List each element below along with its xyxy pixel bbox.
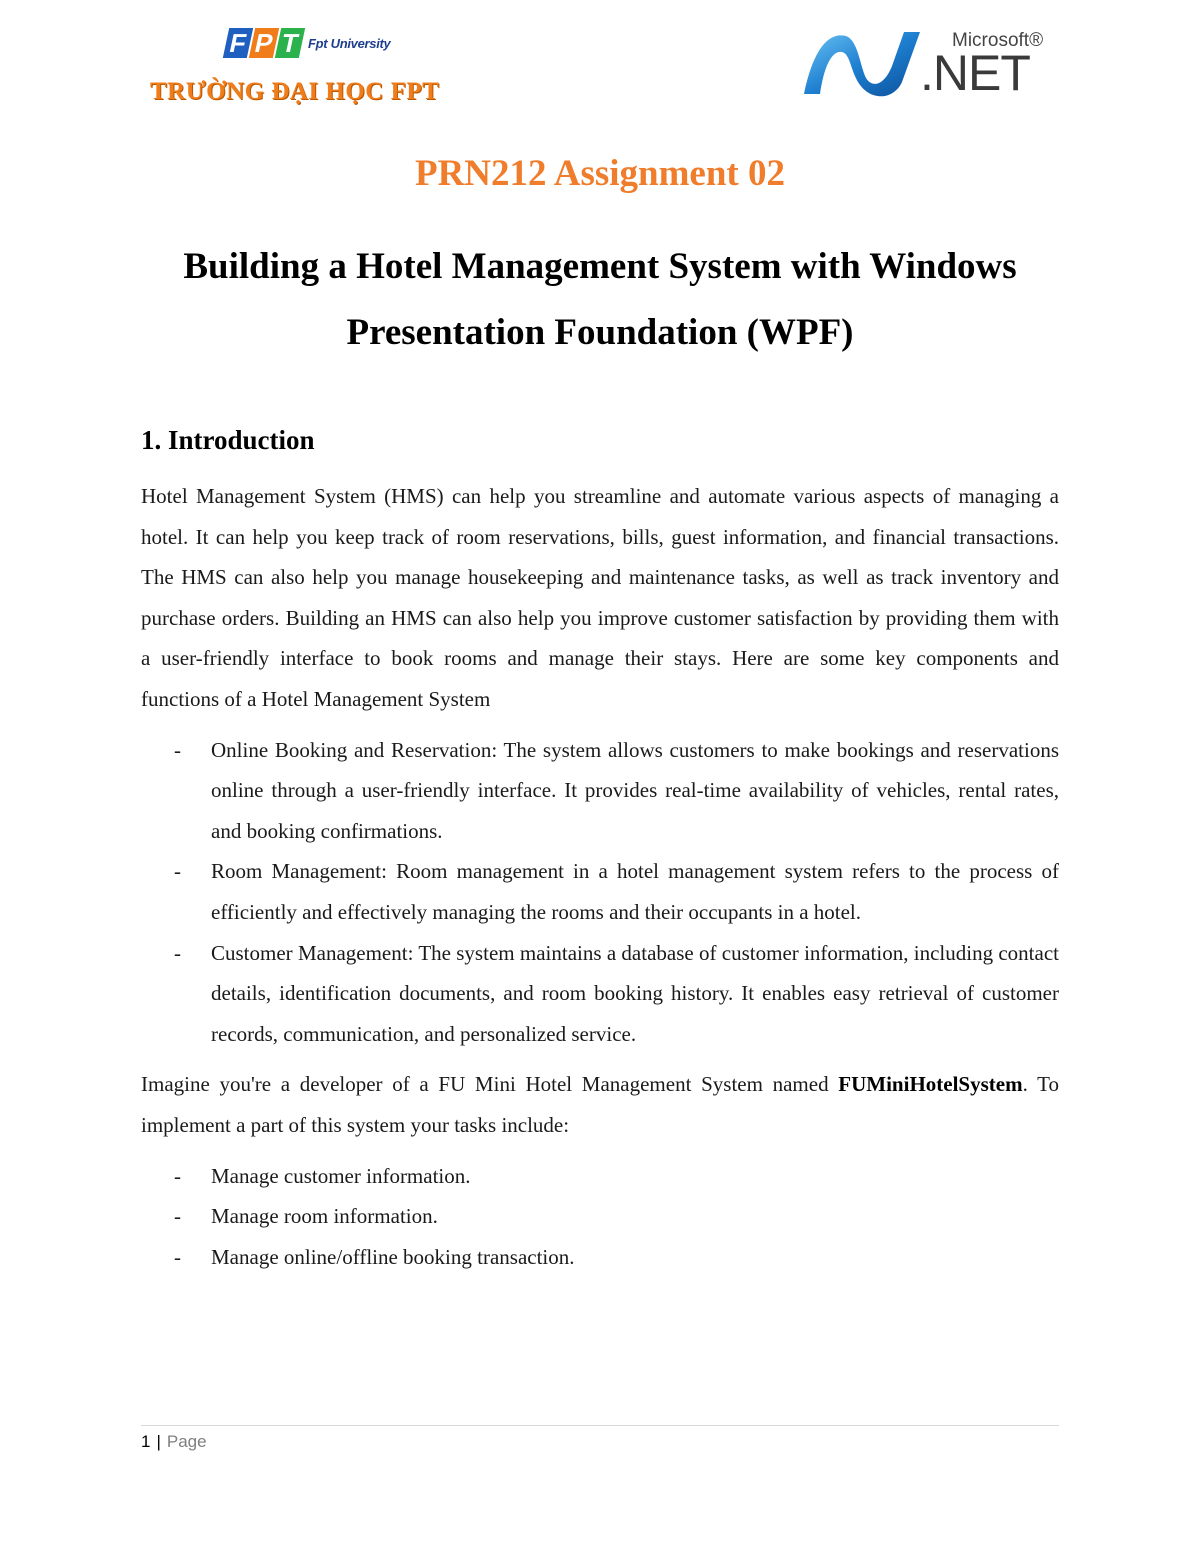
bullet-dash: - xyxy=(174,1163,181,1188)
imagine-paragraph xyxy=(141,1064,1059,1145)
components-list xyxy=(141,730,1059,1055)
list-item-text: Manage customer information. xyxy=(211,1163,471,1188)
dotnet-label: .NET xyxy=(920,45,1030,101)
microsoft-label: Microsoft® xyxy=(952,30,1044,51)
page-footer xyxy=(141,1432,207,1452)
list-item xyxy=(141,1237,1059,1278)
list-item xyxy=(141,933,1059,1055)
fpt-letter-f: F xyxy=(223,28,253,58)
page-number: 1 xyxy=(141,1432,151,1451)
bullet-dash: - xyxy=(174,940,181,965)
tasks-list xyxy=(141,1156,1059,1278)
list-item xyxy=(141,1156,1059,1197)
list-item-text: Online Booking and Reservation: The system allows customers to make bookings and reservations online through a user-friendly interface. It provides real-time availability of vehicles, rental rates, and booking confirmations. xyxy=(211,737,1059,843)
imagine-suffix: . To implement a part of this system your tasks include: xyxy=(141,1072,1060,1137)
fpt-letter-t: T xyxy=(275,28,305,58)
fpt-university-logo xyxy=(150,24,480,114)
fpt-letter-p: P xyxy=(249,28,279,58)
footer-separator: | xyxy=(156,1432,161,1451)
list-item-text: Manage room information. xyxy=(211,1204,438,1229)
document-title: PRN212 Assignment 02 xyxy=(414,153,786,194)
list-item xyxy=(141,730,1059,852)
section-heading-introduction: 1. Introduction xyxy=(141,425,315,455)
list-item xyxy=(141,1196,1059,1237)
bullet-dash: - xyxy=(174,1244,181,1269)
list-item xyxy=(141,851,1059,932)
microsoft-dotnet-logo xyxy=(800,26,1050,100)
list-item-text: Customer Management: The system maintains a database of customer information, including contact details, identification documents, and room booking history. It enables easy retrieval of customer records, communication, and personalized service. xyxy=(211,940,1059,1046)
system-name: FUMiniHotelSystem xyxy=(838,1072,1023,1097)
intro-paragraph: Hotel Management System (HMS) can help you streamline and automate various aspects of managing a hotel. It can help you keep track of room reservations, bills, guest information, and financial transactions. The HMS can also help you manage housekeeping and maintenance tasks, as well as track inventory and purchase orders. Building an HMS can also help you improve customer satisfaction by providing them with a user-friendly interface to book rooms and manage their stays. Here are some key components and functions of a Hotel Management System xyxy=(141,484,1059,711)
fpt-school-name: TRƯỜNG ĐẠI HỌC FPT xyxy=(150,78,440,105)
bullet-dash: - xyxy=(174,737,181,762)
imagine-prefix: Imagine you're a developer of a FU Mini Hotel Management System named xyxy=(141,1072,839,1097)
fpt-university-label: Fpt University xyxy=(308,36,391,51)
document-subtitle: Building a Hotel Management System with Windows Presentation Foundation (WPF) xyxy=(183,246,1017,353)
list-item-text: Manage online/offline booking transaction. xyxy=(211,1244,575,1269)
footer-divider xyxy=(141,1425,1059,1426)
document-body xyxy=(141,420,1059,1287)
page-label: Page xyxy=(166,1432,207,1451)
bullet-dash: - xyxy=(174,859,181,884)
bullet-dash: - xyxy=(174,1204,181,1229)
fpt-letter-blocks xyxy=(223,28,307,58)
list-item-text: Room Management: Room management in a hotel management system refers to the process of efficiently and effectively managing the rooms and their occupants in a hotel. xyxy=(211,859,1059,924)
dotnet-wave-icon xyxy=(800,26,922,98)
